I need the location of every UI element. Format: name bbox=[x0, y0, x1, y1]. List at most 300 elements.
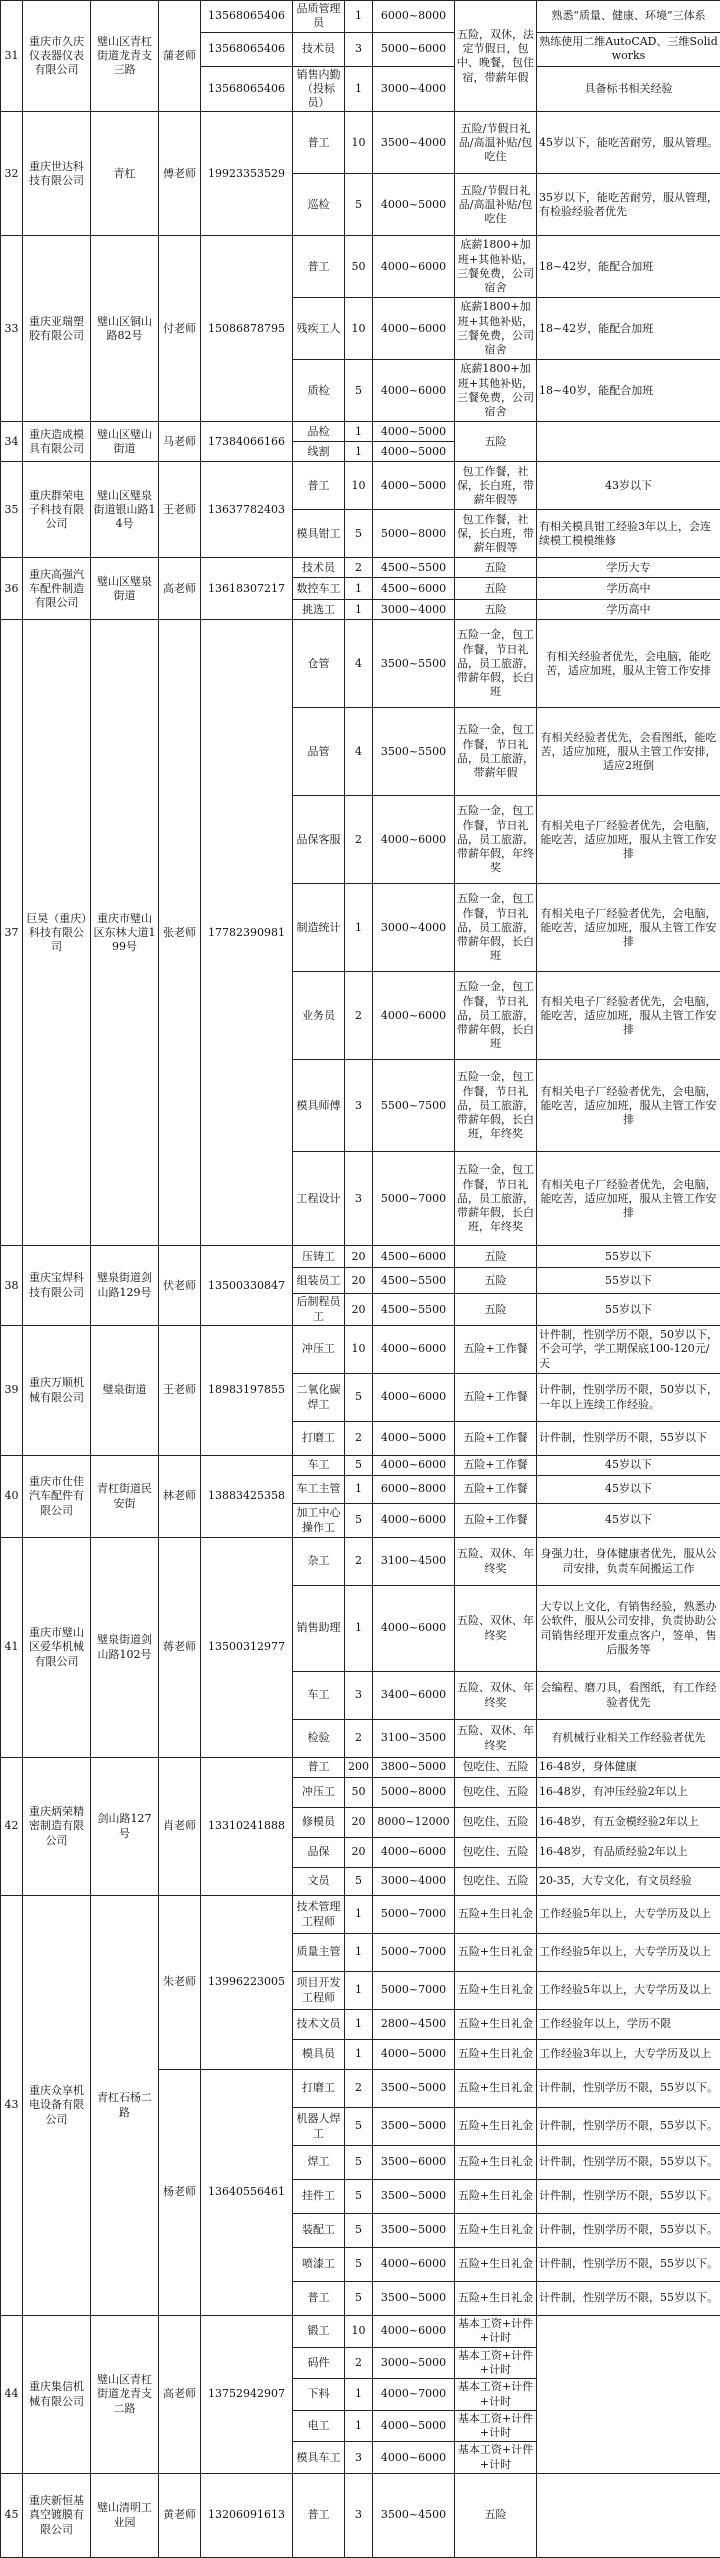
job-welfare: 五险+工作餐 bbox=[455, 1422, 537, 1456]
job-welfare: 五险+生日礼金 bbox=[455, 2282, 537, 2316]
company-address: 璧山区璧山街道 bbox=[91, 422, 159, 462]
job-requirement: 有机械行业相关工作经验者优先 bbox=[537, 1720, 720, 1758]
job-salary: 8000~12000 bbox=[373, 1808, 455, 1838]
job-salary: 5000~7000 bbox=[373, 1972, 455, 2010]
job-post: 锻工 bbox=[293, 2316, 345, 2348]
job-post: 普工 bbox=[293, 2474, 345, 2558]
job-count: 5 bbox=[345, 1456, 373, 1476]
job-requirement: 会编程、磨刀具，看图纸，有工作经验者优先 bbox=[537, 1672, 720, 1720]
contact-person: 张老师 bbox=[159, 620, 201, 1246]
job-post: 残疾工人 bbox=[293, 298, 345, 360]
job-requirement: 45岁以下 bbox=[537, 1456, 720, 1476]
job-salary: 4000~6000 bbox=[373, 972, 455, 1060]
job-salary: 3000~4000 bbox=[373, 66, 455, 112]
job-welfare: 五险+生日礼金 bbox=[455, 2040, 537, 2070]
job-salary: 4500~5500 bbox=[373, 558, 455, 578]
job-post: 压铸工 bbox=[293, 1246, 345, 1268]
job-count: 1 bbox=[345, 1586, 373, 1672]
job-requirement: 学历大专 bbox=[537, 558, 720, 578]
job-welfare: 五险 bbox=[455, 2474, 537, 2558]
contact-phone: 17782390981 bbox=[201, 620, 293, 1246]
job-requirement: 45岁以下 bbox=[537, 1504, 720, 1538]
job-welfare: 五险+生日礼金 bbox=[455, 2248, 537, 2282]
job-requirement: 有相关经验者优先，会电脑，能吃苦，适应加班，服从主管工作安排 bbox=[537, 620, 720, 708]
job-post: 车工 bbox=[293, 1456, 345, 1476]
company-address: 璧山区青杠街道龙青支二路 bbox=[91, 2316, 159, 2474]
job-count: 1 bbox=[345, 442, 373, 462]
job-welfare: 五险一金，包工作餐，节日礼品，员工旅游，带薪年假 bbox=[455, 708, 537, 796]
job-salary: 3500~5000 bbox=[373, 2214, 455, 2248]
job-salary: 3100~4500 bbox=[373, 1538, 455, 1586]
job-requirement: 16-48岁，有五金模经验2年以上 bbox=[537, 1808, 720, 1838]
job-count: 10 bbox=[345, 462, 373, 510]
row-number: 36 bbox=[1, 558, 23, 620]
job-post: 杂工 bbox=[293, 1538, 345, 1586]
job-requirement: 计件制，性别学历不限，50岁以下，一年以上连续工作经验。 bbox=[537, 1374, 720, 1422]
job-welfare: 五险、双休、年终奖 bbox=[455, 1720, 537, 1758]
job-count: 50 bbox=[345, 236, 373, 298]
job-salary: 5500~7500 bbox=[373, 1060, 455, 1152]
table-row bbox=[1, 236, 720, 298]
company-address: 璧泉街道 bbox=[91, 1326, 159, 1456]
job-requirement: 计件制，性别学历不限，55岁以下。 bbox=[537, 2180, 720, 2214]
job-post: 仓管 bbox=[293, 620, 345, 708]
job-count: 5 bbox=[345, 2214, 373, 2248]
job-welfare: 五险、双休、年终奖 bbox=[455, 1672, 537, 1720]
job-post: 机器人焊工 bbox=[293, 2108, 345, 2146]
job-post: 品质管理员 bbox=[293, 1, 345, 33]
job-requirement: 大专以上文化，有销售经验，熟悉办公软件，服从公司安排，负责协助公司销售经理开发重点客户，签单，售后服务等 bbox=[537, 1586, 720, 1672]
job-requirement: 16-48岁，身体健康 bbox=[537, 1758, 720, 1778]
job-salary: 4500~5500 bbox=[373, 1294, 455, 1326]
job-post: 冲压工 bbox=[293, 1778, 345, 1808]
job-salary: 4000~6000 bbox=[373, 2442, 455, 2474]
job-salary: 3500~5000 bbox=[373, 2108, 455, 2146]
job-welfare: 五险、双休、年终奖 bbox=[455, 1586, 537, 1672]
job-post: 工程设计 bbox=[293, 1152, 345, 1246]
job-requirement: 18~42岁，能配合加班 bbox=[537, 236, 720, 298]
job-post: 销售内勤（投标员） bbox=[293, 66, 345, 112]
row-number: 35 bbox=[1, 462, 23, 558]
contact-person: 蒲老师 bbox=[159, 1, 201, 112]
contact-person: 林老师 bbox=[159, 1456, 201, 1538]
job-salary: 4000~6000 bbox=[373, 2316, 455, 2348]
job-post: 下料 bbox=[293, 2379, 345, 2411]
job-post: 组装员工 bbox=[293, 1268, 345, 1294]
company-name: 重庆市璧山区爱华机械有限公司 bbox=[23, 1538, 91, 1758]
job-count: 2 bbox=[345, 972, 373, 1060]
job-requirement: 20-35，大专文化，有文员经验 bbox=[537, 1868, 720, 1896]
job-count: 3 bbox=[345, 1672, 373, 1720]
table-row bbox=[1, 1538, 720, 1586]
job-salary: 5000~8000 bbox=[373, 510, 455, 558]
company-name: 重庆万顺机械有限公司 bbox=[23, 1326, 91, 1456]
job-welfare: 底薪1800+加班+其他补贴，三餐免费，公司宿舍 bbox=[455, 298, 537, 360]
job-count: 4 bbox=[345, 620, 373, 708]
job-count: 1 bbox=[345, 1972, 373, 2010]
company-address: 璧山区璧泉街道银山路14号 bbox=[91, 462, 159, 558]
company-address: 剑山路127号 bbox=[91, 1758, 159, 1896]
job-salary: 3500~5000 bbox=[373, 2180, 455, 2214]
contact-person: 朱老师 bbox=[159, 1896, 201, 2070]
job-salary: 3100~3500 bbox=[373, 1720, 455, 1758]
job-post: 技术管理工程师 bbox=[293, 1896, 345, 1934]
job-welfare: 五险+工作餐 bbox=[455, 1456, 537, 1476]
job-count: 20 bbox=[345, 1246, 373, 1268]
job-count: 1 bbox=[345, 884, 373, 972]
job-count: 5 bbox=[345, 360, 373, 422]
table-row bbox=[1, 2474, 720, 2558]
job-count: 2 bbox=[345, 796, 373, 884]
job-post: 技术文员 bbox=[293, 2010, 345, 2040]
job-welfare: 包工作餐，社保，长白班，带薪年假等 bbox=[455, 462, 537, 510]
job-post: 码件 bbox=[293, 2347, 345, 2379]
job-count: 5 bbox=[345, 2108, 373, 2146]
row-number: 44 bbox=[1, 2316, 23, 2474]
job-requirement: 具备标书相关经验 bbox=[537, 66, 720, 112]
contact-phone: 13637782403 bbox=[201, 462, 293, 558]
table-row bbox=[1, 1326, 720, 1374]
contact-person: 高老师 bbox=[159, 2316, 201, 2474]
job-post: 项目开发工程师 bbox=[293, 1972, 345, 2010]
company-name: 重庆众享机电设备有限公司 bbox=[23, 1896, 91, 2316]
contact-person: 蒋老师 bbox=[159, 1538, 201, 1758]
job-salary: 4000~6000 bbox=[373, 1326, 455, 1374]
row-number: 33 bbox=[1, 236, 23, 422]
row-number: 31 bbox=[1, 1, 23, 112]
contact-phone: 13568065406 bbox=[201, 32, 293, 66]
job-salary: 3500~4000 bbox=[373, 112, 455, 174]
job-welfare: 五险+工作餐 bbox=[455, 1374, 537, 1422]
job-requirement: 有相关电子厂经验者优先，会电脑，能吃苦，适应加班，服从主管工作安排 bbox=[537, 884, 720, 972]
contact-phone: 13500312977 bbox=[201, 1538, 293, 1758]
job-count: 4 bbox=[345, 708, 373, 796]
job-count: 10 bbox=[345, 112, 373, 174]
job-count: 5 bbox=[345, 174, 373, 236]
company-name: 重庆市仕佳汽车配件有限公司 bbox=[23, 1456, 91, 1538]
job-post: 质量主管 bbox=[293, 1934, 345, 1972]
contact-phone: 13640556461 bbox=[201, 2070, 293, 2316]
table-row bbox=[1, 462, 720, 510]
job-post: 装配工 bbox=[293, 2214, 345, 2248]
contact-phone: 13568065406 bbox=[201, 66, 293, 112]
job-welfare: 五险/节假日礼品/高温补贴/包吃住 bbox=[455, 174, 537, 236]
table-row bbox=[1, 422, 720, 442]
table-row bbox=[1, 1246, 720, 1268]
job-count: 1 bbox=[345, 1896, 373, 1934]
job-requirement: 55岁以下 bbox=[537, 1268, 720, 1294]
job-count: 20 bbox=[345, 1838, 373, 1868]
job-requirement: 35岁以下，能吃苦耐劳，服从管理，有检验经验者优先 bbox=[537, 174, 720, 236]
job-count: 1 bbox=[345, 1476, 373, 1504]
contact-phone: 13996223005 bbox=[201, 1896, 293, 2070]
job-requirement: 熟悉“质量、健康、环境”三体系 bbox=[537, 1, 720, 33]
contact-phone: 13618307217 bbox=[201, 558, 293, 620]
job-welfare: 包吃住、五险 bbox=[455, 1758, 537, 1778]
job-welfare: 包吃住、五险 bbox=[455, 1808, 537, 1838]
job-requirement: 43岁以下 bbox=[537, 462, 720, 510]
job-count: 3 bbox=[345, 32, 373, 66]
job-post: 巡检 bbox=[293, 174, 345, 236]
table-row bbox=[1, 1896, 720, 1934]
job-requirement: 有相关经验者优先，会看图纸，能吃苦，适应加班，服从主管工作安排，适应2班倒 bbox=[537, 708, 720, 796]
job-salary: 5000~6000 bbox=[373, 32, 455, 66]
job-salary: 5000~7000 bbox=[373, 1152, 455, 1246]
job-post: 质检 bbox=[293, 360, 345, 422]
job-welfare: 基本工资+计件+计时 bbox=[455, 2410, 537, 2442]
job-requirement: 有相关电子厂经验者优先，会电脑，能吃苦，适应加班，服从主管工作安排 bbox=[537, 1060, 720, 1152]
job-salary: 3500~4500 bbox=[373, 2474, 455, 2558]
job-welfare: 五险+生日礼金 bbox=[455, 1934, 537, 1972]
contact-person: 杨老师 bbox=[159, 2070, 201, 2316]
row-number: 40 bbox=[1, 1456, 23, 1538]
job-welfare: 五险一金，包工作餐，节日礼品，员工旅游，带薪年假，长白班 bbox=[455, 884, 537, 972]
job-salary: 3500~5500 bbox=[373, 708, 455, 796]
job-salary: 4000~6000 bbox=[373, 1504, 455, 1538]
job-post: 制造统计 bbox=[293, 884, 345, 972]
job-welfare: 五险+生日礼金 bbox=[455, 1972, 537, 2010]
table-row bbox=[1, 1, 720, 33]
company-address: 璧山区璧泉街道 bbox=[91, 558, 159, 620]
company-name: 重庆高强汽车配件制造有限公司 bbox=[23, 558, 91, 620]
job-welfare: 五险/节假日礼品/高温补贴/包吃住 bbox=[455, 112, 537, 174]
table-row bbox=[1, 112, 720, 174]
job-post: 焊工 bbox=[293, 2146, 345, 2180]
job-salary: 4000~5000 bbox=[373, 1422, 455, 1456]
job-welfare: 五险一金，包工作餐，节日礼品，员工旅游，带薪年假，长白班 bbox=[455, 620, 537, 708]
job-count: 3 bbox=[345, 2442, 373, 2474]
job-salary: 3500~5000 bbox=[373, 2282, 455, 2316]
job-requirement: 工作经验年以上，学历不限 bbox=[537, 2010, 720, 2040]
contact-phone: 15086878795 bbox=[201, 236, 293, 422]
company-name: 重庆世达科技有限公司 bbox=[23, 112, 91, 236]
job-requirement: 工作经验5年以上，大专学历及以上 bbox=[537, 1896, 720, 1934]
row-number: 39 bbox=[1, 1326, 23, 1456]
contact-person: 王老师 bbox=[159, 1326, 201, 1456]
job-post: 加工中心操作工 bbox=[293, 1504, 345, 1538]
contact-phone: 13206091613 bbox=[201, 2474, 293, 2558]
company-address: 青杠街道民安街 bbox=[91, 1456, 159, 1538]
job-welfare: 五险+生日礼金 bbox=[455, 2214, 537, 2248]
company-address: 青杠 bbox=[91, 112, 159, 236]
job-salary: 4000~6000 bbox=[373, 1838, 455, 1868]
job-post: 冲压工 bbox=[293, 1326, 345, 1374]
row-number: 43 bbox=[1, 1896, 23, 2316]
job-count: 5 bbox=[345, 2146, 373, 2180]
job-count: 1 bbox=[345, 1, 373, 33]
job-welfare: 五险+生日礼金 bbox=[455, 2146, 537, 2180]
job-count: 1 bbox=[345, 422, 373, 442]
company-name: 重庆集信机械有限公司 bbox=[23, 2316, 91, 2474]
contact-phone: 18983197855 bbox=[201, 1326, 293, 1456]
job-welfare: 底薪1800+加班+其他补贴，三餐免费，公司宿舍 bbox=[455, 236, 537, 298]
job-welfare: 五险，双休，法定节假日，包中、晚餐，包住宿，带薪年假 bbox=[455, 1, 537, 112]
company-address: 璧山区铜山路82号 bbox=[91, 236, 159, 422]
job-count: 1 bbox=[345, 66, 373, 112]
job-requirement: 学历高中 bbox=[537, 578, 720, 600]
contact-person: 付老师 bbox=[159, 236, 201, 422]
job-requirement: 16-48岁，有冲压经验2年以上 bbox=[537, 1778, 720, 1808]
contact-person: 王老师 bbox=[159, 462, 201, 558]
job-salary: 4000~6000 bbox=[373, 2248, 455, 2282]
job-count: 5 bbox=[345, 510, 373, 558]
job-welfare: 五险 bbox=[455, 578, 537, 600]
job-post: 挑选工 bbox=[293, 600, 345, 620]
job-salary: 3500~5000 bbox=[373, 2070, 455, 2108]
job-post: 挂件工 bbox=[293, 2180, 345, 2214]
company-address: 璧山区青杠街道龙青支三路 bbox=[91, 1, 159, 112]
job-requirement bbox=[537, 422, 720, 462]
job-post: 喷漆工 bbox=[293, 2248, 345, 2282]
contact-phone: 13752942907 bbox=[201, 2316, 293, 2474]
job-post: 线割 bbox=[293, 442, 345, 462]
job-salary: 4000~6000 bbox=[373, 298, 455, 360]
table-row bbox=[1, 620, 720, 708]
job-count: 1 bbox=[345, 2010, 373, 2040]
job-post: 文员 bbox=[293, 1868, 345, 1896]
job-welfare: 五险+生日礼金 bbox=[455, 1896, 537, 1934]
job-salary: 3800~5000 bbox=[373, 1758, 455, 1778]
job-count: 20 bbox=[345, 1268, 373, 1294]
job-count: 1 bbox=[345, 600, 373, 620]
job-welfare: 五险+工作餐 bbox=[455, 1504, 537, 1538]
job-welfare: 五险一金，包工作餐，节日礼品，员工旅游，带薪年假，长白班 bbox=[455, 972, 537, 1060]
job-requirement: 有相关模具钳工经验3年以上，会连续模工模模维修 bbox=[537, 510, 720, 558]
job-post: 打磨工 bbox=[293, 1422, 345, 1456]
job-requirement: 计件制，性别学历不限，55岁以下。 bbox=[537, 2108, 720, 2146]
row-number: 32 bbox=[1, 112, 23, 236]
job-post: 技术员 bbox=[293, 558, 345, 578]
job-post: 普工 bbox=[293, 236, 345, 298]
job-welfare: 五险 bbox=[455, 600, 537, 620]
job-post: 后制程员工 bbox=[293, 1294, 345, 1326]
job-count: 20 bbox=[345, 1808, 373, 1838]
job-requirement: 45岁以下，能吃苦耐劳，服从管理。 bbox=[537, 112, 720, 174]
table-row bbox=[1, 2316, 720, 2348]
job-post: 普工 bbox=[293, 462, 345, 510]
job-salary: 6000~8000 bbox=[373, 1476, 455, 1504]
job-welfare: 五险一金，包工作餐，节日礼品，员工旅游，带薪年假，年终奖 bbox=[455, 796, 537, 884]
job-count: 200 bbox=[345, 1758, 373, 1778]
job-post: 品检 bbox=[293, 422, 345, 442]
job-salary: 4000~6000 bbox=[373, 1374, 455, 1422]
table-row bbox=[1, 558, 720, 578]
job-salary: 4000~5000 bbox=[373, 442, 455, 462]
row-number: 37 bbox=[1, 620, 23, 1246]
contact-person: 高老师 bbox=[159, 558, 201, 620]
company-name: 重庆造成模具有限公司 bbox=[23, 422, 91, 462]
job-requirement: 计件制，性别学历不限，55岁以下。 bbox=[537, 2282, 720, 2316]
job-requirement: 计件制，性别学历不限，55岁以下。 bbox=[537, 2214, 720, 2248]
job-count: 2 bbox=[345, 2347, 373, 2379]
job-welfare: 五险、双休、年终奖 bbox=[455, 1538, 537, 1586]
job-count: 5 bbox=[345, 2248, 373, 2282]
job-salary: 5000~7000 bbox=[373, 1934, 455, 1972]
company-name: 重庆炳荣精密制造有限公司 bbox=[23, 1758, 91, 1896]
job-requirement: 18~40岁，能配合加班 bbox=[537, 360, 720, 422]
job-post: 品管 bbox=[293, 708, 345, 796]
job-requirement: 计件制，性别学历不限，50岁以下，不会可学，学工期保底100-120元/天 bbox=[537, 1326, 720, 1374]
job-welfare: 包工作餐，社保，长白班，带薪年假等 bbox=[455, 510, 537, 558]
job-requirement: 工作经验5年以上，大专学历及以上 bbox=[537, 1972, 720, 2010]
company-name: 重庆群荣电子科技有限公司 bbox=[23, 462, 91, 558]
contact-person: 马老师 bbox=[159, 422, 201, 462]
job-count: 5 bbox=[345, 2282, 373, 2316]
job-count: 2 bbox=[345, 1720, 373, 1758]
job-post: 车工主管 bbox=[293, 1476, 345, 1504]
job-welfare: 基本工资+计件+计时 bbox=[455, 2316, 537, 2348]
job-requirement: 工作经验5年以上，大专学历及以上 bbox=[537, 1934, 720, 1972]
contact-phone: 13568065406 bbox=[201, 1, 293, 33]
job-requirement: 有相关电子厂经验者优先，会电脑，能吃苦，适应加班，服从主管工作安排 bbox=[537, 972, 720, 1060]
job-salary: 4000~6000 bbox=[373, 1456, 455, 1476]
job-requirement: 有相关电子厂经验者优先，会电脑，能吃苦，适应加班，服从主管工作安排 bbox=[537, 1152, 720, 1246]
job-post: 修模员 bbox=[293, 1808, 345, 1838]
job-requirement: 有相关电子厂经验者优先，会电脑，能吃苦，适应加班，服从主管工作安排 bbox=[537, 796, 720, 884]
company-name: 巨昊（重庆）科技有限公司 bbox=[23, 620, 91, 1246]
job-welfare: 五险+生日礼金 bbox=[455, 2070, 537, 2108]
job-post: 打磨工 bbox=[293, 2070, 345, 2108]
job-welfare: 五险 bbox=[455, 1294, 537, 1326]
job-post: 普工 bbox=[293, 2282, 345, 2316]
job-welfare: 五险 bbox=[455, 558, 537, 578]
company-address: 青杠石杨二路 bbox=[91, 1896, 159, 2316]
job-count: 50 bbox=[345, 1778, 373, 1808]
job-salary: 3000~4000 bbox=[373, 600, 455, 620]
job-count: 1 bbox=[345, 2410, 373, 2442]
job-post: 模具师傅 bbox=[293, 1060, 345, 1152]
job-post: 车工 bbox=[293, 1672, 345, 1720]
job-count: 3 bbox=[345, 1060, 373, 1152]
job-salary: 3500~6000 bbox=[373, 2146, 455, 2180]
company-name: 重庆宝焊科技有限公司 bbox=[23, 1246, 91, 1326]
job-post: 数控车工 bbox=[293, 578, 345, 600]
job-count: 5 bbox=[345, 1504, 373, 1538]
job-count: 5 bbox=[345, 1868, 373, 1896]
job-count: 5 bbox=[345, 1374, 373, 1422]
job-welfare: 五险+生日礼金 bbox=[455, 2010, 537, 2040]
job-salary: 2800~4500 bbox=[373, 2010, 455, 2040]
job-requirement: 计件制，性别学历不限，55岁以下 bbox=[537, 1422, 720, 1456]
job-welfare: 五险 bbox=[455, 1246, 537, 1268]
company-address: 璧泉街道剑山路129号 bbox=[91, 1246, 159, 1326]
job-post: 销售助理 bbox=[293, 1586, 345, 1672]
job-requirement bbox=[537, 2474, 720, 2558]
job-salary: 4000~6000 bbox=[373, 360, 455, 422]
job-post: 电工 bbox=[293, 2410, 345, 2442]
job-count: 1 bbox=[345, 1934, 373, 1972]
job-welfare: 五险+生日礼金 bbox=[455, 2108, 537, 2146]
job-post: 检验 bbox=[293, 1720, 345, 1758]
job-count: 3 bbox=[345, 1152, 373, 1246]
job-requirement: 55岁以下 bbox=[537, 1246, 720, 1268]
row-number: 42 bbox=[1, 1758, 23, 1896]
job-welfare: 五险+生日礼金 bbox=[455, 2180, 537, 2214]
job-count: 20 bbox=[345, 1294, 373, 1326]
contact-phone: 13310241888 bbox=[201, 1758, 293, 1896]
job-welfare: 基本工资+计件+计时 bbox=[455, 2379, 537, 2411]
job-welfare: 五险+工作餐 bbox=[455, 1476, 537, 1504]
job-salary: 4500~5500 bbox=[373, 1268, 455, 1294]
job-welfare: 五险 bbox=[455, 1268, 537, 1294]
job-salary: 4000~6000 bbox=[373, 796, 455, 884]
job-welfare: 五险一金，包工作餐，节日礼品，员工旅游，带薪年假，长白班，年终奖 bbox=[455, 1060, 537, 1152]
job-salary: 3400~6000 bbox=[373, 1672, 455, 1720]
row-number: 38 bbox=[1, 1246, 23, 1326]
company-address: 重庆市璧山区东林大道199号 bbox=[91, 620, 159, 1246]
job-requirement: 身强力壮，身体健康者优先，服从公司安排，负责车间搬运工作 bbox=[537, 1538, 720, 1586]
job-post: 业务员 bbox=[293, 972, 345, 1060]
